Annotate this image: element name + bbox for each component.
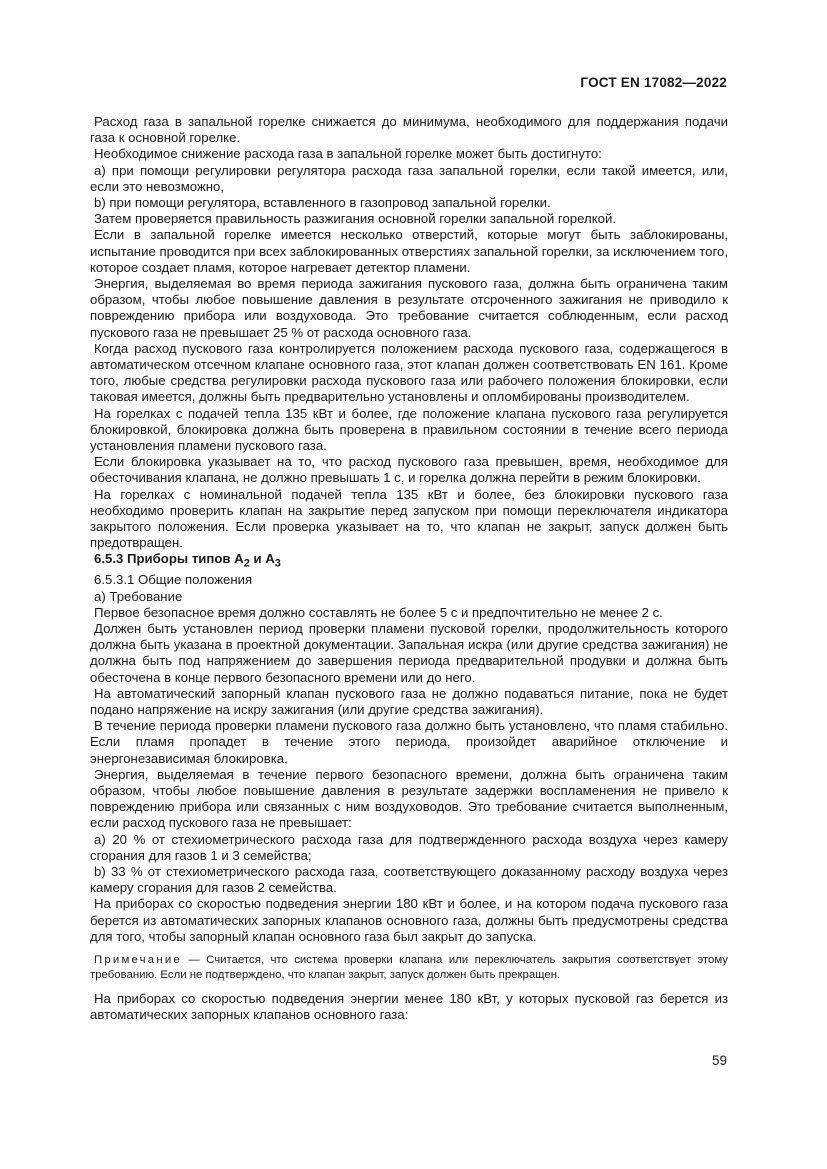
paragraph: Энергия, выделяемая во время периода зажигания пускового газа, должна быть ограничена таким образом, чтобы любое повышение давления в результате отсроченного зажигания не приводило к повреждению прибора или воздуховода. Это требование считается соблюденным, если расход пускового газа не превышает 25 % от расхода основного газа.: [90, 276, 728, 340]
paragraph: Должен быть установлен период проверки пламени пусковой горелки, продолжительность которого должна быть указана в проектной документации. Запальная искра (или другие средства зажигания) не должна быть под напряжением до завершения периода предварительной продувки и должна быть обесточена в конце первого безопасного времени или до него.: [90, 620, 728, 685]
paragraph: На горелках с номинальной подачей тепла 135 кВт и более, без блокировки пускового газа необходимо проверить клапан на закрытие перед запуском при помощи переключателя индикатора закрытого положения. Если проверка указывает на то, что клапан не закрыт, запуск должен быть предотвращен.: [90, 486, 728, 551]
paragraph: Необходимое снижение расхода газа в запальной горелке может быть достигнуто:: [94, 146, 602, 162]
list-item: а) 20 % от стехиометрического расхода газа для подтвержденного расхода воздуха через камеру сгорания для газов 1 и 3 семейства;: [90, 831, 728, 863]
paragraph: Если в запальной горелке имеется несколько отверстий, которые могут быть заблокированы, испытание проводится при всех заблокированных отверстиях запальной горелки, за исключением того, которое создает пламя, которое нагревает детектор пламени.: [90, 227, 728, 275]
paragraph: На приборах со скоростью подведения энергии менее 180 кВт, у которых пусковой газ берется из автоматических запорных клапанов основного газа:: [90, 991, 728, 1023]
list-item: b) 33 % от стехиометрического расхода газа, соответствующего доказанному расходу воздуха через камеру сгорания для газов 2 семейства.: [90, 863, 728, 896]
paragraph: Энергия, выделяемая в течение первого безопасного времени, должна быть ограничена таким образом, чтобы любое повышение давления в результате задержки воспламенения не привело к повреждению прибора или связанных с ним воздуховодов. Это требование считается выполненным, если расход пускового газа не превышает:: [90, 766, 728, 831]
paragraph: Расход газа в запальной горелке снижается до минимума, необходимого для поддержания подачи газа к основной горелке.: [90, 114, 728, 146]
paragraph: На автоматический запорный клапан пускового газа не должно подаваться питание, пока не будет подано напряжение на искру зажигания (или другие средства зажигания).: [90, 685, 728, 717]
list-item: b) при помощи регулятора, вставленного в газопровод запальной горелки.: [94, 195, 551, 211]
list-item: a) при помощи регулировки регулятора расхода газа запальной горелки, если такой имеется, или, если это невозможно,: [90, 162, 728, 194]
paragraph: Первое безопасное время должно составлять не более 5 с и предпочтительно не менее 2 с.: [94, 604, 663, 620]
note: [90, 953, 728, 983]
section-heading: 6.5.3 Приборы типов $A_2$ и $A_3$: [94, 551, 281, 571]
paragraph: На горелках с подачей тепла 135 кВт и более, где положение клапана пускового газа регулируется блокировкой, блокировка должна быть проверена в правильном состоянии в течение всего периода установления пламени пускового газа.: [90, 405, 728, 454]
paragraph: Затем проверяется правильность разжигания основной горелки запальной горелкой.: [94, 211, 616, 227]
paragraph: Когда расход пускового газа контролируется положением расхода пускового газа, содержащегося в автоматическом отсечном клапане основного газа, этот клапан должен соответствовать EN 161. Кроме того, любые средства регулировки расхода пускового газа или рабочего положения блокировки, если таковая имеется, должны быть предварительно установлены и опломбированы производителем.: [90, 340, 728, 405]
standard-header: ГОСТ EN 17082—2022: [580, 75, 727, 90]
document-body: [90, 114, 728, 1023]
note-label: Примечание: [94, 954, 182, 966]
paragraph: На приборах со скоростью подведения энергии 180 кВт и более, и на котором подача пускового газа берется из автоматических запорных клапанов основного газа, должны быть предусмотрены средства для того, чтобы запорный клапан основного газа был закрыт до запуска.: [90, 896, 728, 944]
paragraph: В течение периода проверки пламени пускового газа должно быть установлено, что пламя стабильно. Если пламя пропадет в течение этого периода, произойдет аварийное отключение и энергонезависимая блокировка.: [90, 718, 728, 766]
note-text: — Считается, что система проверки клапана или переключатель закрытия соответствует этому требованию. Если не подтверждено, что клапан закрыт, запуск должен быть прекращен.: [90, 954, 728, 981]
paragraph: Если блокировка указывает на то, что расход пускового газа превышен, время, необходимое для обесточивания клапана, не должно превышать 1 с, и горелка должна перейти в режим блокировки.: [90, 454, 728, 486]
list-item: а) Требование: [94, 588, 183, 604]
subsection-heading: 6.5.3.1 Общие положения: [94, 572, 253, 588]
page-number: 59: [711, 1053, 727, 1068]
